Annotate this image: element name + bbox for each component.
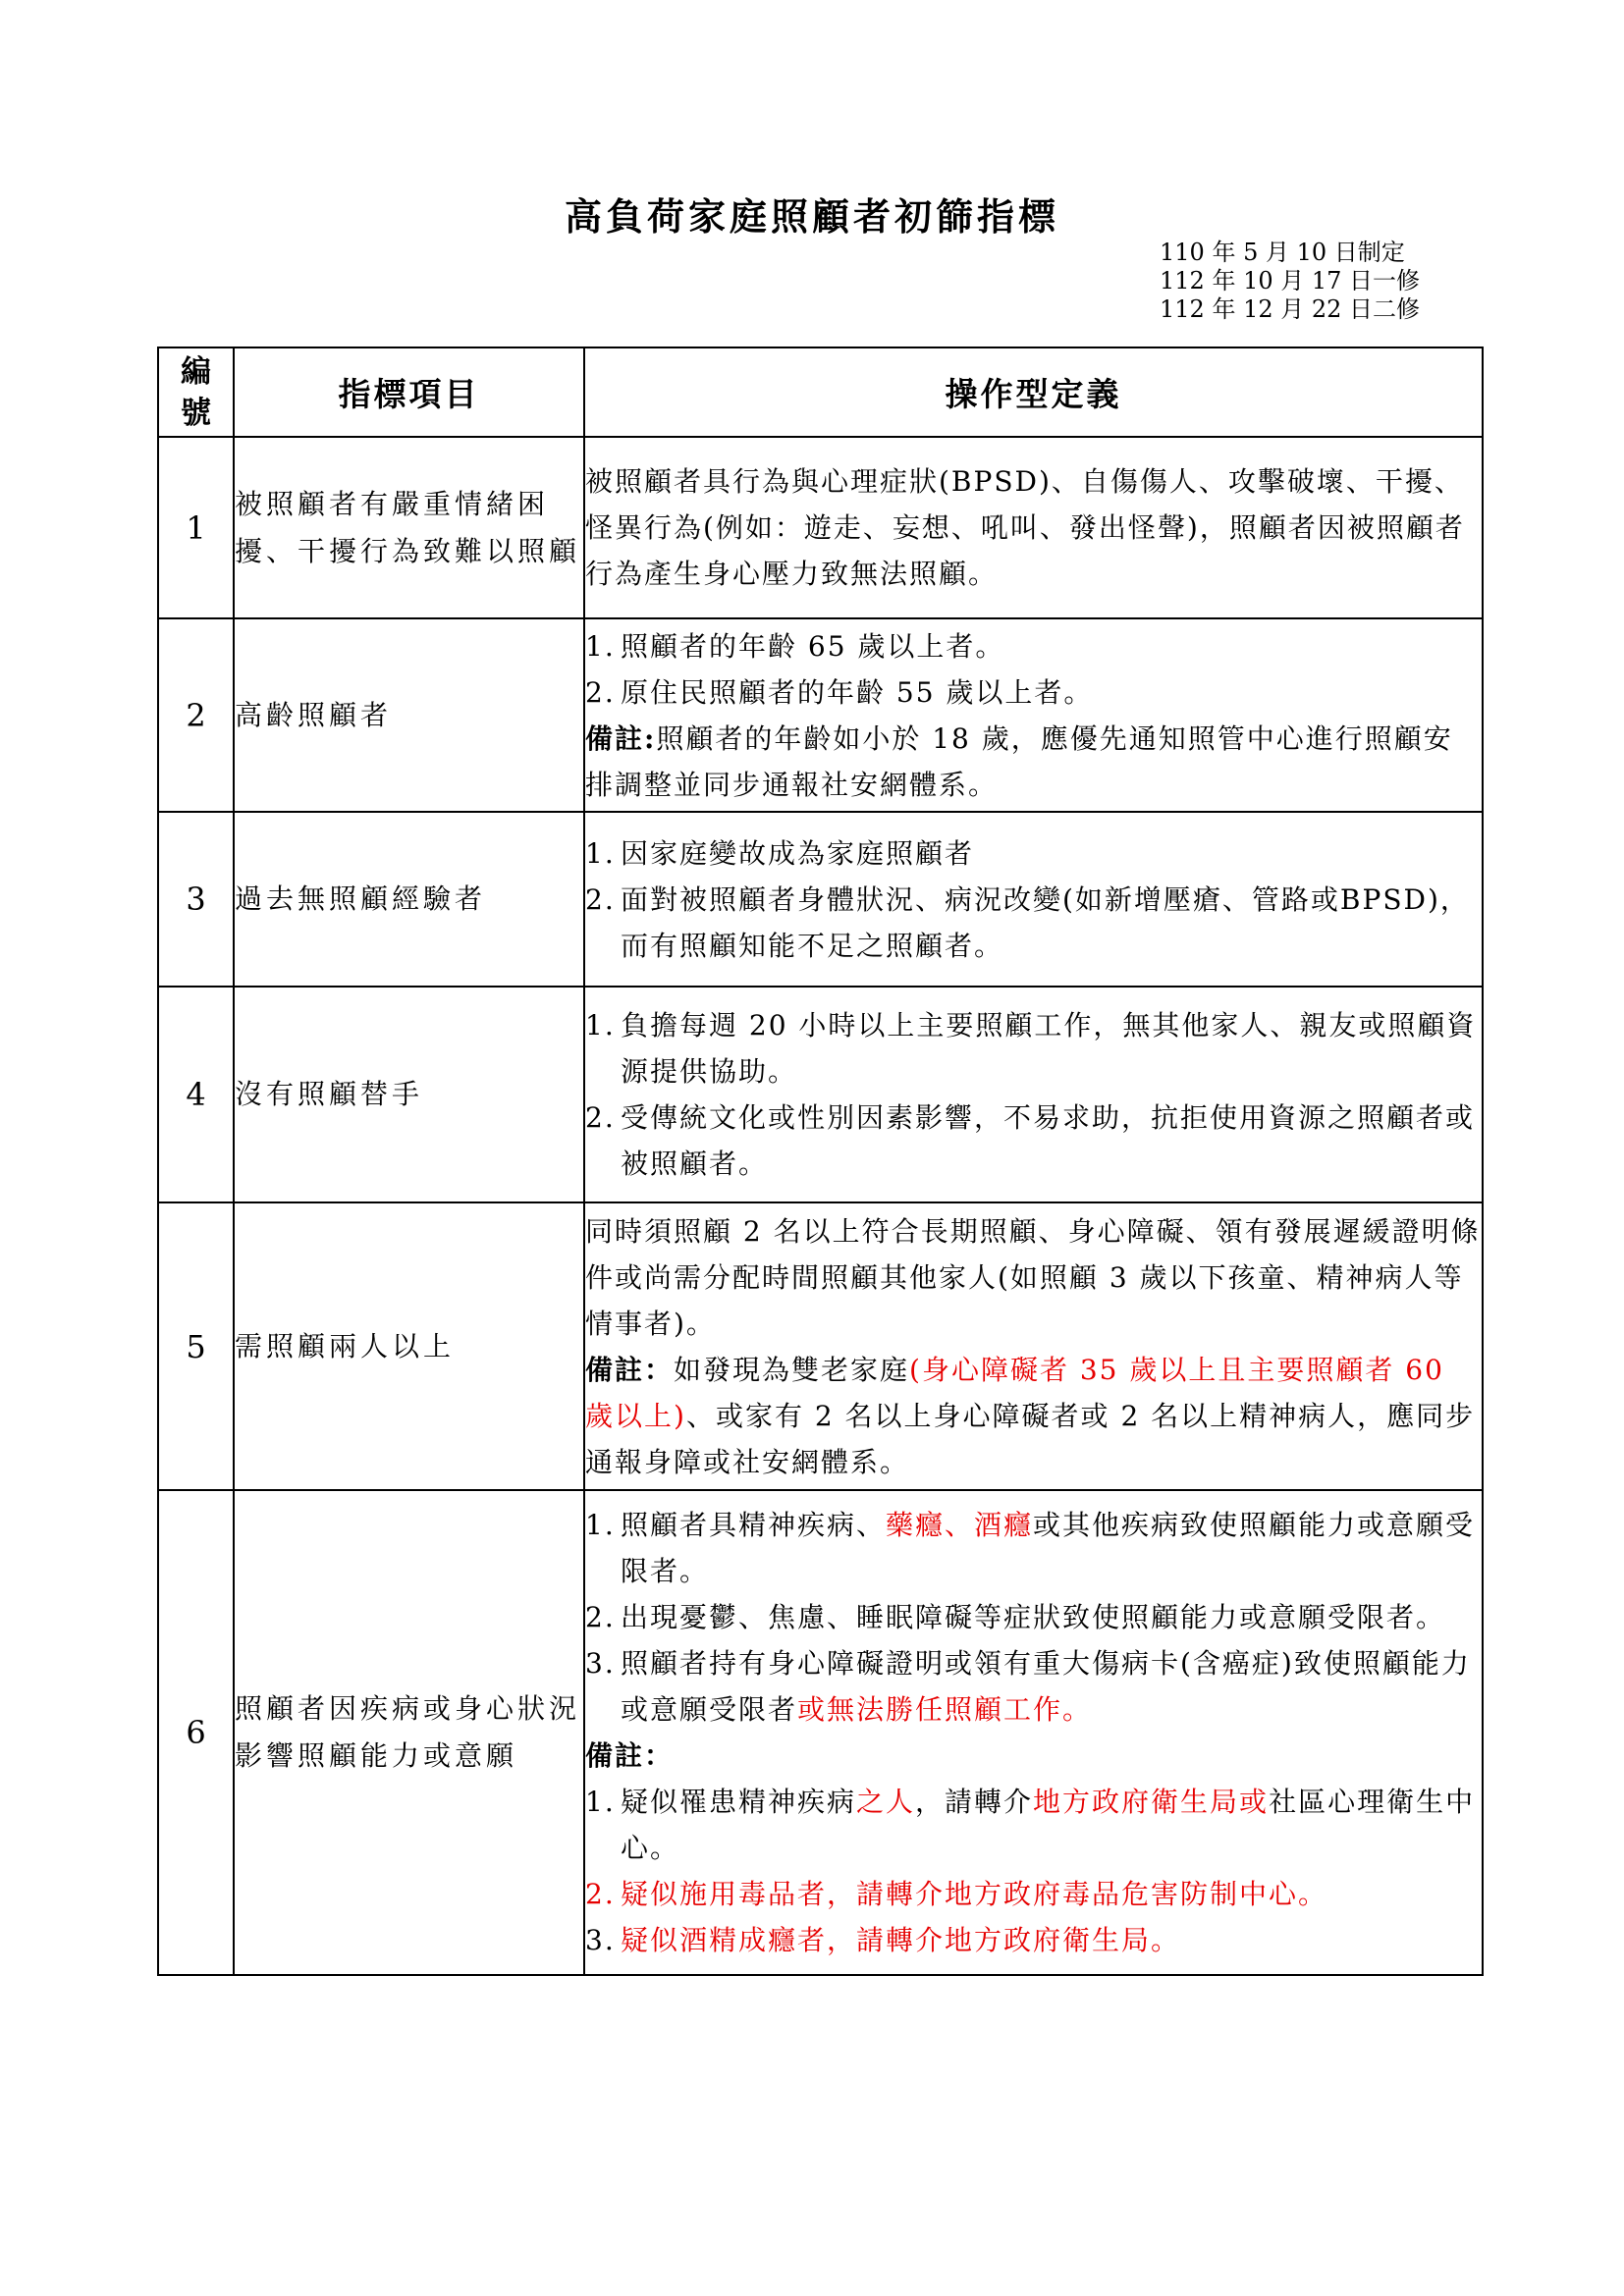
definition-list-item: 2. 原住民照顧者的年齡 55 歲以上者。 bbox=[585, 675, 1094, 709]
row-number: 5 bbox=[158, 1202, 234, 1490]
note-label: 備註： bbox=[585, 1739, 675, 1772]
definition-text: 同時須照顧 2 名以上符合長期照顧、身心障礙、領有發展遲緩證明條件或尚需分配時間照顧其他家人(如照顧 3 歲以下孩童、精神病人等情事者)。 bbox=[585, 1214, 1481, 1340]
row-indicator-item: 被照顧者有嚴重情緒困擾、干擾行為致難以照顧 bbox=[234, 437, 584, 618]
definition-highlight: 藥癮、酒癮 bbox=[886, 1509, 1034, 1541]
revision-date-3: 112 年 12 月 22 日二修 bbox=[1160, 295, 1421, 323]
row-number: 3 bbox=[158, 812, 234, 987]
row-indicator-item: 需照顧兩人以上 bbox=[234, 1202, 584, 1490]
row-indicator-item: 照顧者因疾病或身心狀況影響照顧能力或意願 bbox=[234, 1490, 584, 1975]
row-indicator-item: 高齡照顧者 bbox=[234, 618, 584, 812]
note-list-item: 2. 疑似施用毒品者，請轉介地方政府毒品危害防制中心。 bbox=[585, 1878, 1328, 1910]
row-definition bbox=[584, 1202, 1483, 1490]
row-number: 2 bbox=[158, 618, 234, 812]
table-row bbox=[158, 1490, 1483, 1975]
row-number: 6 bbox=[158, 1490, 234, 1975]
row-indicator-item: 過去無照顧經驗者 bbox=[234, 812, 584, 987]
definition-list-item: 3. 照顧者持有身心障礙證明或領有重大傷病卡(含癌症)致使照顧能力或意願受限者或無法勝任照顧工作。 bbox=[585, 1647, 1471, 1726]
table-row bbox=[158, 987, 1483, 1202]
revision-dates bbox=[1160, 239, 1420, 324]
row-definition bbox=[584, 812, 1483, 987]
note-label: 備註： bbox=[585, 1353, 675, 1386]
note-label: 備註: bbox=[585, 721, 657, 755]
definition-list-item: 2. 受傳統文化或性別因素影響，不易求助，抗拒使用資源之照顧者或被照顧者。 bbox=[585, 1101, 1476, 1180]
note-list-item: 1. 疑似罹患精神疾病之人，請轉介地方政府衛生局或社區心理衛生中心。 bbox=[585, 1786, 1476, 1864]
table-row bbox=[158, 618, 1483, 812]
header-operational-definition: 操作型定義 bbox=[584, 347, 1483, 437]
table-row bbox=[158, 812, 1483, 987]
note-highlight: (身心障礙者 35 歲以上且主要照顧者 60 歲以上) bbox=[585, 1353, 1444, 1432]
row-definition: 被照顧者具行為與心理症狀(BPSD)、自傷傷人、攻擊破壞、干擾、怪異行為(例如：遊走、妄想、吼叫、發出怪聲)，照顧者因被照顧者行為產生身心壓力致無法照顧。 bbox=[584, 437, 1483, 618]
definition-list-item: 2. 面對被照顧者身體狀況、病況改變(如新增壓瘡、管路或BPSD)，而有照顧知能不足之照顧者。 bbox=[585, 882, 1470, 962]
table-row bbox=[158, 1202, 1483, 1490]
revision-date-1: 110 年 5 月 10 日制定 bbox=[1160, 239, 1405, 266]
revision-date-2: 112 年 10 月 17 日一修 bbox=[1160, 267, 1421, 294]
row-definition bbox=[584, 987, 1483, 1202]
header-number: 編 號 bbox=[158, 347, 234, 437]
definition-note: 備註:照顧者的年齡如小於 18 歲，應優先通知照管中心進行照顧安排調整並同步通報社安網體系。 bbox=[585, 721, 1453, 801]
definition-list-item: 1. 照顧者具精神疾病、藥癮、酒癮或其他疾病致使照顧能力或意願受限者。 bbox=[585, 1509, 1476, 1587]
definition-list-item: 1. 照顧者的年齡 65 歲以上者。 bbox=[585, 629, 1005, 663]
note-list-item: 3. 疑似酒精成癮者，請轉介地方政府衛生局。 bbox=[585, 1924, 1181, 1956]
row-number: 1 bbox=[158, 437, 234, 618]
definition-list-item: 1. 負擔每週 20 小時以上主要照顧工作，無其他家人、親友或照顧資源提供協助。 bbox=[585, 1009, 1477, 1088]
definition-highlight: 或無法勝任照顧工作。 bbox=[797, 1693, 1093, 1726]
document-title: 高負荷家庭照顧者初篩指標 bbox=[564, 194, 1059, 239]
row-definition bbox=[584, 1490, 1483, 1975]
indicator-table bbox=[157, 347, 1484, 1976]
header-indicator-item: 指標項目 bbox=[234, 347, 584, 437]
row-indicator-item: 沒有照顧替手 bbox=[234, 987, 584, 1202]
row-definition bbox=[584, 618, 1483, 812]
definition-note: 備註：如發現為雙老家庭(身心障礙者 35 歲以上且主要照顧者 60 歲以上)、或家有 2 名以上身心障礙者或 2 名以上精神病人，應同步通報身障或社安網體系。 bbox=[585, 1353, 1476, 1478]
definition-list-item: 1. 因家庭變故成為家庭照顧者 bbox=[585, 836, 975, 870]
definition-list-item: 2. 出現憂鬱、焦慮、睡眠障礙等症狀致使照顧能力或意願受限者。 bbox=[585, 1601, 1446, 1633]
row-number: 4 bbox=[158, 987, 234, 1202]
table-row bbox=[158, 437, 1483, 618]
table-header-row bbox=[158, 347, 1483, 437]
